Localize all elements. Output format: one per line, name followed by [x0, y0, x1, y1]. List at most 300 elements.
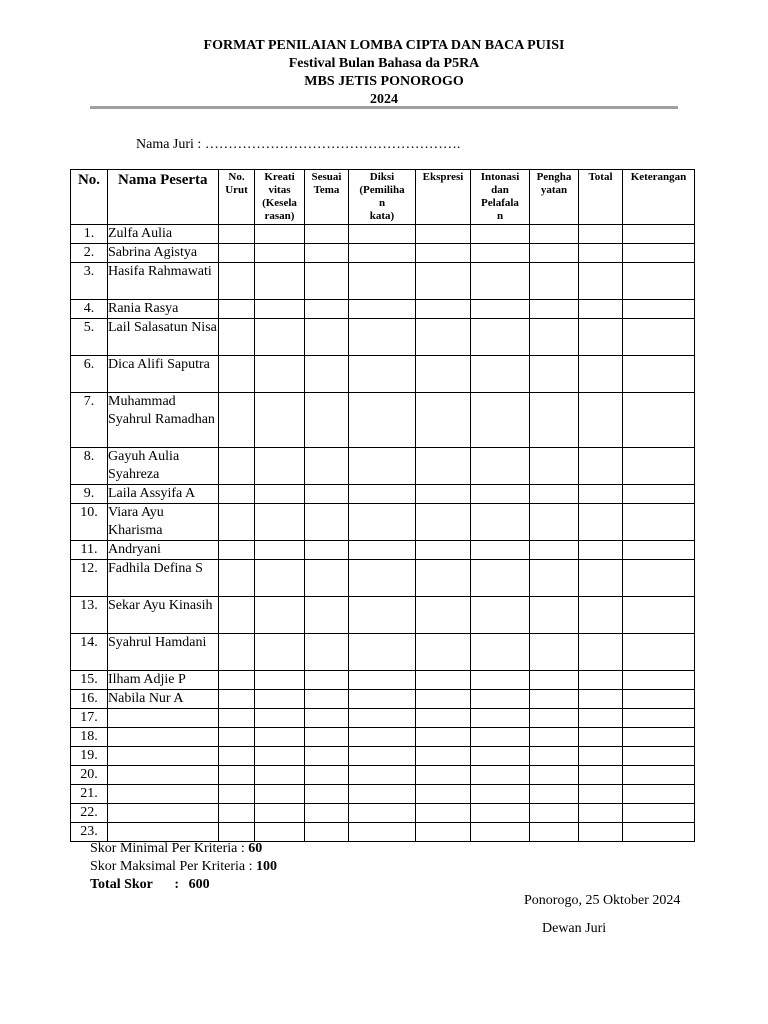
score-cell	[623, 747, 695, 766]
header-no-urut	[219, 170, 255, 225]
table-row	[71, 597, 695, 634]
participant-name: Gayuh Aulia Syahreza	[108, 448, 219, 485]
min-score-label: Skor Minimal Per Kriteria :	[90, 841, 249, 856]
score-cell	[305, 766, 349, 785]
participant-name: Laila Assyifa A	[108, 485, 219, 504]
score-cell	[623, 804, 695, 823]
score-cell	[255, 671, 305, 690]
participant-name: Sekar Ayu Kinasih	[108, 597, 219, 634]
score-cell	[530, 728, 579, 747]
score-cell	[349, 671, 416, 690]
score-cell	[471, 747, 530, 766]
score-cell	[219, 225, 255, 244]
score-cell	[579, 263, 623, 300]
score-cell	[305, 300, 349, 319]
participant-name: Andryani	[108, 541, 219, 560]
score-cell	[416, 671, 471, 690]
score-cell	[349, 766, 416, 785]
table-row	[71, 728, 695, 747]
score-cell	[471, 356, 530, 393]
score-cell	[530, 671, 579, 690]
score-cell	[530, 804, 579, 823]
score-cell	[255, 263, 305, 300]
score-cell	[416, 785, 471, 804]
score-cell	[416, 485, 471, 504]
max-score-label: Skor Maksimal Per Kriteria :	[90, 859, 257, 874]
header-line: n	[496, 210, 504, 222]
header-line: Total	[588, 171, 613, 183]
score-cell	[623, 541, 695, 560]
score-cell	[471, 225, 530, 244]
score-cell	[471, 300, 530, 319]
score-cell	[471, 671, 530, 690]
score-cell	[255, 766, 305, 785]
score-cell	[219, 785, 255, 804]
score-cell	[623, 448, 695, 485]
score-cell	[219, 504, 255, 541]
score-cell	[255, 634, 305, 671]
row-number: 13.	[71, 597, 108, 634]
score-cell	[349, 560, 416, 597]
table-row	[71, 225, 695, 244]
score-cell	[219, 671, 255, 690]
row-number: 20.	[71, 766, 108, 785]
score-cell	[530, 225, 579, 244]
score-cell	[530, 448, 579, 485]
row-number: 6.	[71, 356, 108, 393]
score-cell	[471, 785, 530, 804]
participant-name: Sabrina Agistya	[108, 244, 219, 263]
score-cell	[623, 728, 695, 747]
score-cell	[623, 225, 695, 244]
score-cell	[349, 356, 416, 393]
score-cell	[349, 263, 416, 300]
score-cell	[255, 541, 305, 560]
score-cell	[623, 671, 695, 690]
score-cell	[305, 747, 349, 766]
score-table-body	[71, 225, 695, 842]
participant-name	[108, 747, 219, 766]
score-cell	[623, 597, 695, 634]
score-cell	[579, 709, 623, 728]
score-cell	[530, 634, 579, 671]
score-cell	[255, 225, 305, 244]
score-cell	[349, 393, 416, 448]
row-number: 23.	[71, 823, 108, 842]
score-cell	[305, 728, 349, 747]
participant-name: Rania Rasya	[108, 300, 219, 319]
participant-name: Ilham Adjie P	[108, 671, 219, 690]
score-cell	[416, 504, 471, 541]
score-cell	[305, 393, 349, 448]
school-name: MBS JETIS PONOROGO	[304, 74, 464, 89]
score-cell	[530, 300, 579, 319]
score-cell	[305, 823, 349, 842]
document-title: FORMAT PENILAIAN LOMBA CIPTA DAN BACA PUISI	[203, 38, 565, 53]
score-cell	[416, 709, 471, 728]
score-cell	[416, 448, 471, 485]
score-cell	[530, 263, 579, 300]
score-cell	[305, 541, 349, 560]
score-cell	[255, 300, 305, 319]
header-intonasi	[471, 170, 530, 225]
score-cell	[219, 244, 255, 263]
score-cell	[623, 244, 695, 263]
score-cell	[579, 728, 623, 747]
score-cell	[623, 319, 695, 356]
row-number: 21.	[71, 785, 108, 804]
row-number: 3.	[71, 263, 108, 300]
score-cell	[579, 785, 623, 804]
row-number: 22.	[71, 804, 108, 823]
score-cell	[579, 747, 623, 766]
date-place: Ponorogo, 25 Oktober 2024	[524, 893, 681, 908]
score-cell	[305, 634, 349, 671]
judge-name-line: Nama Juri : ……………………………………………….	[136, 137, 461, 152]
table-row	[71, 804, 695, 823]
total-score-value: 600	[188, 877, 210, 892]
score-cell	[416, 597, 471, 634]
score-cell	[530, 504, 579, 541]
table-row	[71, 541, 695, 560]
score-cell	[579, 671, 623, 690]
score-cell	[416, 244, 471, 263]
score-cell	[416, 804, 471, 823]
score-cell	[416, 319, 471, 356]
score-cell	[471, 823, 530, 842]
header-line: (Pemiliha	[359, 184, 405, 196]
header-line: yatan	[540, 184, 568, 196]
min-score-line	[90, 840, 277, 858]
header-diksi	[349, 170, 416, 225]
score-cell	[255, 597, 305, 634]
header-line: Tema	[313, 184, 340, 196]
score-cell	[305, 485, 349, 504]
score-cell	[305, 319, 349, 356]
score-cell	[416, 728, 471, 747]
header-kreativitas	[255, 170, 305, 225]
score-cell	[471, 263, 530, 300]
score-cell	[471, 393, 530, 448]
score-cell	[349, 709, 416, 728]
table-row	[71, 747, 695, 766]
score-cell	[255, 485, 305, 504]
score-cell	[579, 597, 623, 634]
score-cell	[471, 448, 530, 485]
score-cell	[579, 560, 623, 597]
score-cell	[530, 393, 579, 448]
header-line: Urut	[225, 184, 248, 196]
score-cell	[471, 709, 530, 728]
score-cell	[305, 709, 349, 728]
score-cell	[471, 504, 530, 541]
table-row	[71, 690, 695, 709]
row-number: 4.	[71, 300, 108, 319]
table-row	[71, 300, 695, 319]
score-cell	[305, 597, 349, 634]
score-cell	[416, 393, 471, 448]
score-cell	[255, 319, 305, 356]
header-line: n	[378, 197, 386, 209]
score-cell	[623, 393, 695, 448]
header-line: Sesuai	[311, 171, 342, 183]
score-cell	[530, 356, 579, 393]
score-cell	[579, 225, 623, 244]
score-cell	[219, 766, 255, 785]
header-penghayatan	[530, 170, 579, 225]
score-cell	[219, 728, 255, 747]
score-cell	[219, 356, 255, 393]
score-cell	[416, 823, 471, 842]
score-cell	[349, 634, 416, 671]
score-cell	[416, 263, 471, 300]
participant-name: Syahrul Hamdani	[108, 634, 219, 671]
table-row	[71, 393, 695, 448]
score-cell	[579, 300, 623, 319]
table-row	[71, 766, 695, 785]
score-cell	[219, 804, 255, 823]
header-line: Ekspresi	[422, 171, 464, 183]
score-cell	[219, 541, 255, 560]
header-line: rasan)	[264, 210, 295, 222]
score-cell	[416, 541, 471, 560]
score-cell	[305, 671, 349, 690]
score-cell	[305, 804, 349, 823]
row-number: 17.	[71, 709, 108, 728]
score-cell	[219, 300, 255, 319]
participant-name: Zulfa Aulia	[108, 225, 219, 244]
score-cell	[255, 728, 305, 747]
header-nama-peserta: Nama Peserta	[108, 170, 219, 225]
score-cell	[579, 541, 623, 560]
score-cell	[349, 823, 416, 842]
table-row	[71, 319, 695, 356]
score-cell	[255, 690, 305, 709]
table-row	[71, 448, 695, 485]
score-cell	[219, 319, 255, 356]
header-keterangan	[623, 170, 695, 225]
participant-name: Dica Alifi Saputra	[108, 356, 219, 393]
header-line: (Kesela	[262, 197, 297, 209]
row-number: 11.	[71, 541, 108, 560]
header-line: kata)	[369, 210, 395, 222]
score-cell	[579, 393, 623, 448]
score-cell	[255, 244, 305, 263]
score-cell	[255, 747, 305, 766]
participant-name: Viara Ayu Kharisma	[108, 504, 219, 541]
score-cell	[349, 319, 416, 356]
score-cell	[305, 504, 349, 541]
row-number: 16.	[71, 690, 108, 709]
score-cell	[579, 804, 623, 823]
document-subtitle: Festival Bulan Bahasa da P5RA	[288, 56, 480, 71]
score-cell	[579, 485, 623, 504]
row-number: 12.	[71, 560, 108, 597]
min-score-value: 60	[248, 841, 263, 856]
header-divider	[90, 106, 678, 109]
score-cell	[219, 823, 255, 842]
score-cell	[471, 597, 530, 634]
score-cell	[349, 747, 416, 766]
score-cell	[349, 785, 416, 804]
score-cell	[623, 785, 695, 804]
score-cell	[579, 690, 623, 709]
header-sesuai-tema	[305, 170, 349, 225]
score-cell	[416, 225, 471, 244]
score-cell	[305, 225, 349, 244]
score-cell	[623, 709, 695, 728]
row-number: 19.	[71, 747, 108, 766]
table-row	[71, 634, 695, 671]
score-cell	[255, 393, 305, 448]
score-cell	[349, 728, 416, 747]
max-score-value: 100	[256, 859, 278, 874]
score-notes	[90, 840, 277, 894]
participant-name: Hasifa Rahmawati	[108, 263, 219, 300]
score-cell	[349, 504, 416, 541]
score-cell	[219, 634, 255, 671]
score-cell	[623, 634, 695, 671]
header-line: Pengha	[536, 171, 572, 183]
score-cell	[623, 485, 695, 504]
row-number: 1.	[71, 225, 108, 244]
score-cell	[255, 823, 305, 842]
table-row	[71, 560, 695, 597]
score-cell	[416, 634, 471, 671]
max-score-line	[90, 858, 277, 876]
score-cell	[349, 690, 416, 709]
participant-name	[108, 785, 219, 804]
table-row	[71, 785, 695, 804]
table-row	[71, 709, 695, 728]
table-header-row	[71, 170, 695, 225]
score-cell	[530, 597, 579, 634]
score-cell	[471, 541, 530, 560]
row-number: 7.	[71, 393, 108, 448]
score-cell	[219, 709, 255, 728]
score-cell	[579, 504, 623, 541]
document-header	[0, 37, 768, 109]
header-total	[579, 170, 623, 225]
score-cell	[416, 766, 471, 785]
header-line: Kreati	[264, 171, 295, 183]
score-cell	[530, 823, 579, 842]
participant-name	[108, 823, 219, 842]
score-cell	[579, 319, 623, 356]
total-score-sep: :	[174, 877, 180, 892]
row-number: 15.	[71, 671, 108, 690]
score-cell	[530, 709, 579, 728]
score-cell	[579, 244, 623, 263]
table-row	[71, 263, 695, 300]
score-cell	[416, 560, 471, 597]
header-ekspresi	[416, 170, 471, 225]
score-cell	[530, 747, 579, 766]
score-cell	[471, 244, 530, 263]
score-cell	[530, 560, 579, 597]
score-cell	[623, 690, 695, 709]
header-line: dan	[491, 184, 509, 196]
score-cell	[623, 356, 695, 393]
score-cell	[471, 804, 530, 823]
total-score-line	[90, 876, 277, 894]
score-cell	[623, 766, 695, 785]
row-number: 5.	[71, 319, 108, 356]
score-cell	[349, 300, 416, 319]
total-score-label: Total Skor	[90, 877, 153, 892]
score-cell	[219, 690, 255, 709]
participant-name: Muhammad Syahrul Ramadhan	[108, 393, 219, 448]
score-cell	[530, 541, 579, 560]
score-cell	[305, 244, 349, 263]
score-cell	[305, 785, 349, 804]
table-row	[71, 356, 695, 393]
score-cell	[416, 747, 471, 766]
participant-name	[108, 728, 219, 747]
header-line: vitas	[268, 184, 291, 196]
score-cell	[579, 634, 623, 671]
header-line: Keterangan	[630, 171, 687, 183]
score-cell	[623, 300, 695, 319]
participant-name: Fadhila Defina S	[108, 560, 219, 597]
participant-name	[108, 804, 219, 823]
score-cell	[219, 747, 255, 766]
score-cell	[255, 448, 305, 485]
participant-name: Lail Salasatun Nisa	[108, 319, 219, 356]
score-cell	[416, 356, 471, 393]
score-cell	[219, 448, 255, 485]
score-cell	[416, 300, 471, 319]
score-cell	[349, 225, 416, 244]
participant-name	[108, 766, 219, 785]
score-cell	[471, 728, 530, 747]
score-cell	[530, 766, 579, 785]
table-row	[71, 671, 695, 690]
score-cell	[471, 319, 530, 356]
score-cell	[219, 597, 255, 634]
score-cell	[349, 448, 416, 485]
score-cell	[530, 244, 579, 263]
header-no: No.	[71, 170, 108, 225]
score-cell	[305, 448, 349, 485]
score-cell	[349, 485, 416, 504]
header-line: Pelafala	[481, 197, 519, 209]
row-number: 8.	[71, 448, 108, 485]
score-cell	[416, 690, 471, 709]
score-cell	[623, 823, 695, 842]
score-cell	[255, 709, 305, 728]
score-cell	[255, 804, 305, 823]
score-cell	[623, 504, 695, 541]
score-table	[70, 169, 695, 842]
row-number: 14.	[71, 634, 108, 671]
score-cell	[530, 485, 579, 504]
score-cell	[255, 504, 305, 541]
score-cell	[471, 766, 530, 785]
score-cell	[255, 356, 305, 393]
score-cell	[219, 263, 255, 300]
score-cell	[623, 560, 695, 597]
score-cell	[219, 485, 255, 504]
score-cell	[579, 766, 623, 785]
signature-label: Dewan Juri	[542, 921, 607, 936]
row-number: 18.	[71, 728, 108, 747]
score-cell	[305, 263, 349, 300]
score-cell	[579, 356, 623, 393]
score-cell	[530, 319, 579, 356]
score-cell	[349, 597, 416, 634]
score-cell	[219, 393, 255, 448]
